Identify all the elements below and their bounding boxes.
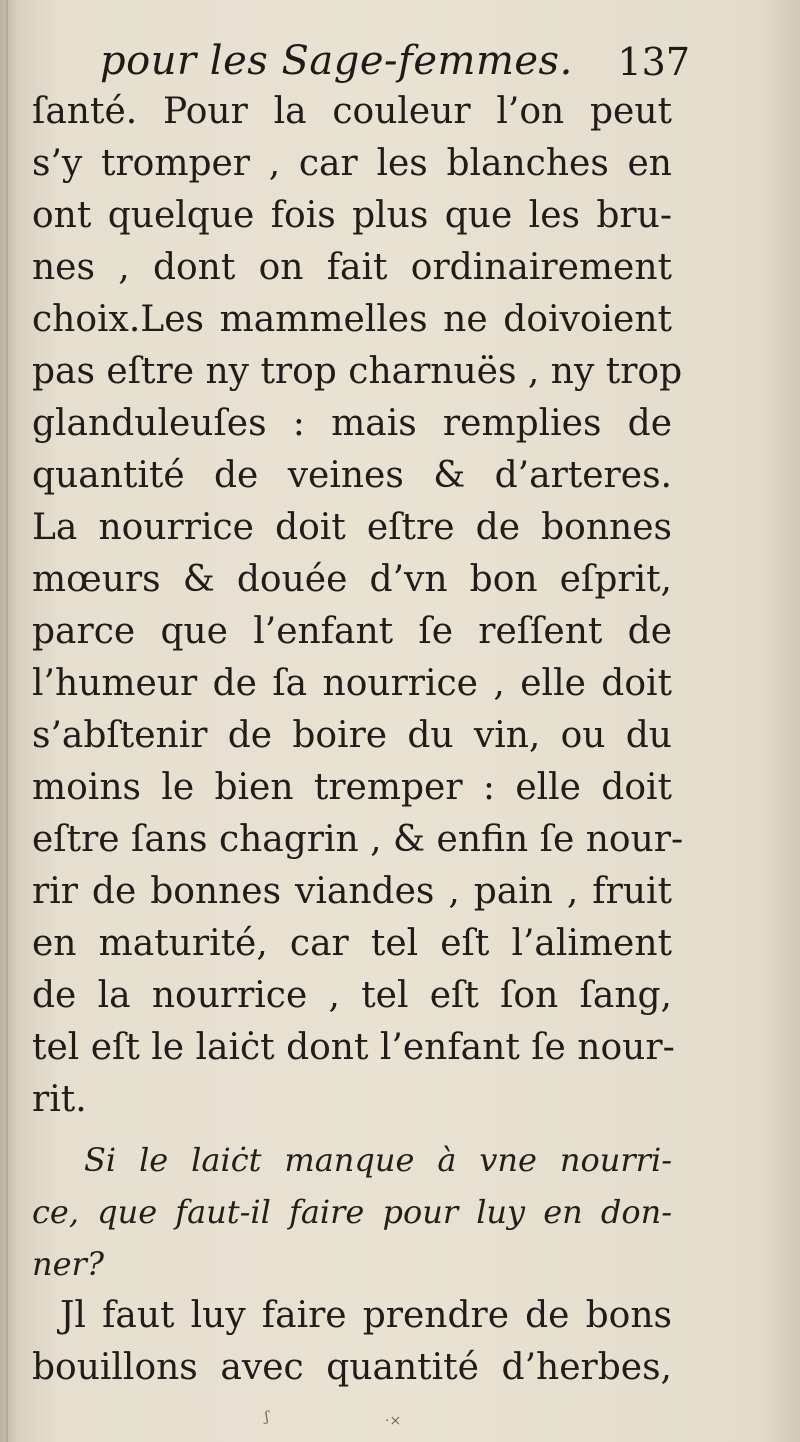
answer-line: bouillons avec quantité d’herbes, (32, 1347, 672, 1388)
text-line: en maturité, car tel eſt l’aliment (32, 923, 672, 964)
question-line: ner? (32, 1245, 104, 1283)
text-line: rit. (32, 1079, 87, 1120)
text-line: ont quelque fois plus que les bru- (32, 195, 672, 236)
text-line: choix.Les mammelles ne doivoient (32, 299, 672, 340)
question-line: Si le laiċt manque à vne nourri- (84, 1141, 672, 1179)
question-line: ce, que faut-il faire pour luy en don- (32, 1193, 672, 1231)
page-gutter (6, 0, 8, 1442)
running-head: pour les Sage-femmes. (100, 38, 573, 84)
text-line: nes , dont on fait ordinairement (32, 247, 672, 288)
answer-line: Jl faut luy faire prendre de bons (60, 1295, 672, 1336)
text-line: eſtre ſans chagrin , & enfin ſe nour- (32, 819, 684, 860)
text-line: rir de bonnes viandes , pain , fruit (32, 871, 672, 912)
text-line: pas eſtre ny trop charnuës , ny trop (32, 351, 683, 392)
page-number: 137 (617, 40, 690, 84)
ink-speck: ·× (385, 1413, 402, 1429)
text-line: l’humeur de ſa nourrice , elle doit (32, 663, 672, 704)
text-line: de la nourrice , tel eſt ſon ſang, (32, 975, 672, 1016)
text-line: parce que l’enfant ſe reſſent de (32, 611, 672, 652)
text-line: tel eſt le laiċt dont l’enfant ſe nour- (32, 1027, 675, 1068)
text-line: s’abſtenir de boire du vin, ou du (32, 715, 672, 756)
text-line: La nourrice doit eſtre de bonnes (32, 507, 672, 548)
text-line: ſanté. Pour la couleur l’on peut (32, 91, 672, 132)
footer-ink-marks (255, 1405, 425, 1435)
text-line: glanduleuſes : mais remplies de (32, 403, 672, 444)
body-text (32, 86, 684, 1394)
spacer (32, 1126, 672, 1134)
text-line: s’y tromper , car les blanches en (32, 143, 672, 184)
text-line: moins le bien tremper : elle doit (32, 767, 672, 808)
text-line: quantité de veines & d’arteres. (32, 455, 672, 496)
ink-speck: ʃ (265, 1409, 269, 1425)
text-line: mœurs & douée d’vn bon eſprit, (32, 559, 672, 600)
